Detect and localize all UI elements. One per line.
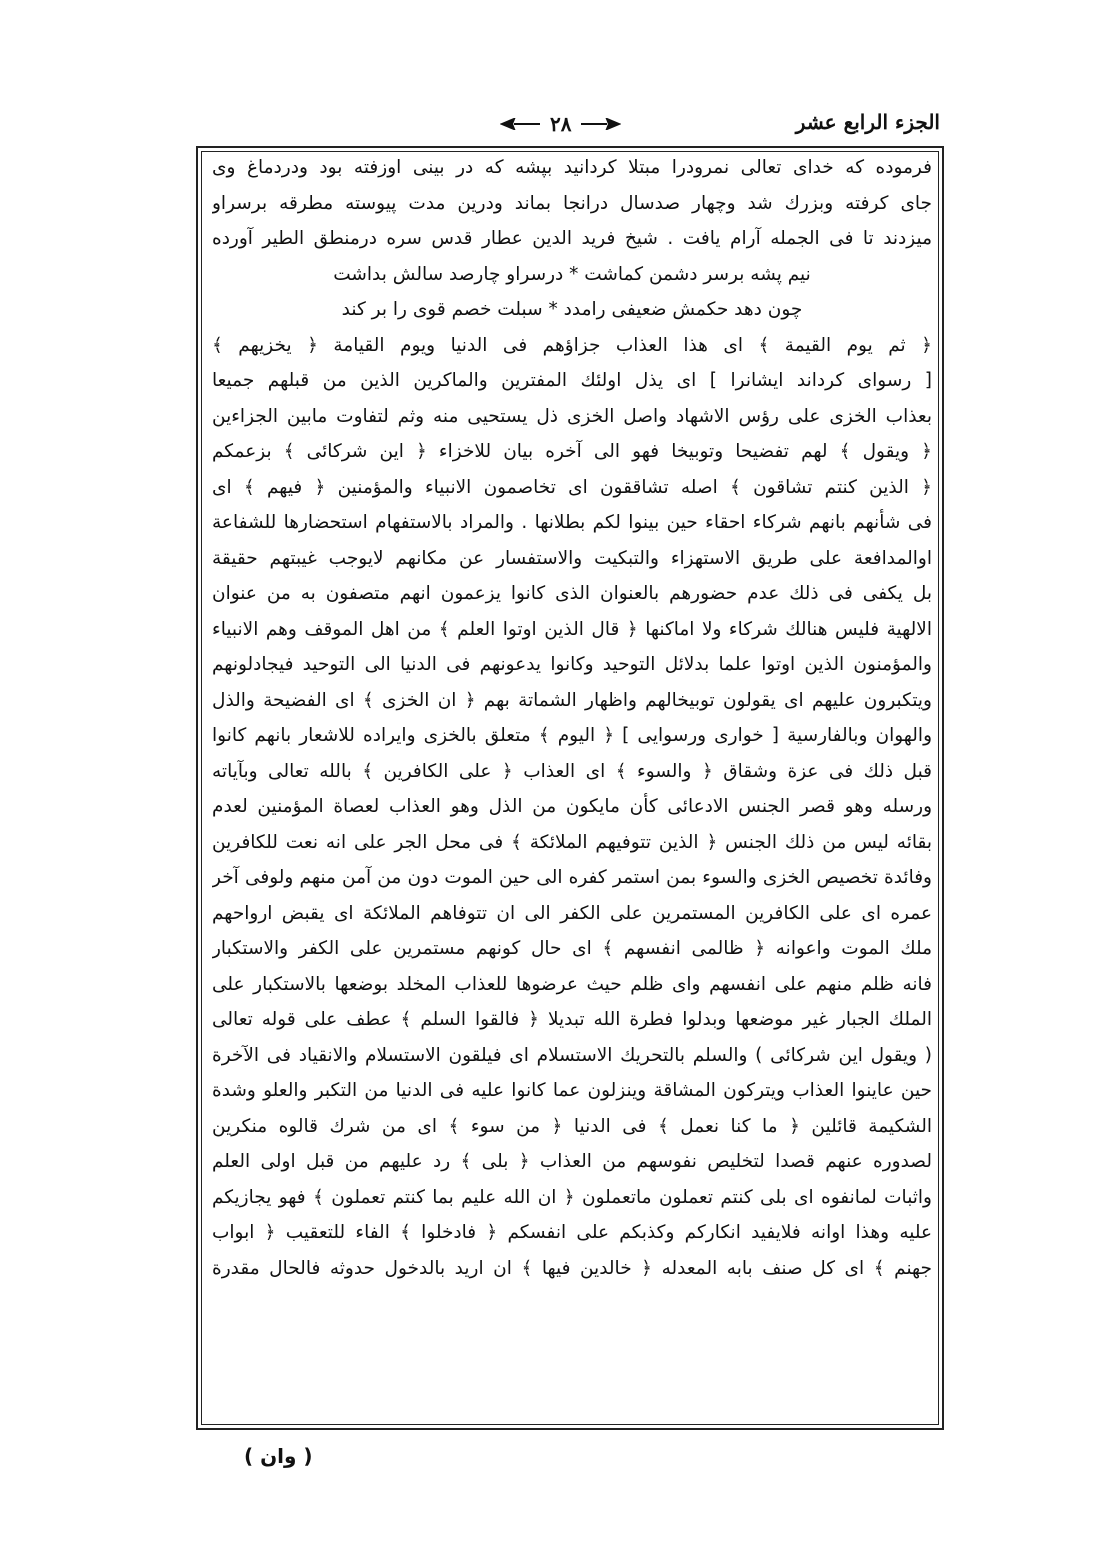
catchword: ( وان ) [244, 1444, 313, 1468]
text-line: عمره اى على الكافرين المستمرين على الكفر الى ان تتوفاهم الملائكة اى يقبض ارواحهم [212, 902, 932, 924]
text-line: لصدوره عنهم قصدا لتخليص نفوسهم من العذاب ﴿ بلى ﴾ رد عليهم من قبل اولى العلم [212, 1151, 932, 1172]
text-line: والمؤمنون الذين اوتوا علما بدلائل التوحيد وكانوا يدعونهم فى الدنيا الى التوحيد فيجادلونهم [212, 654, 932, 675]
left-ornament-icon [500, 118, 542, 130]
text-line: ﴿ الذين كنتم تشاقون ﴾ اصله تشاققون اى تخاصمون الانبياء والمؤمنين ﴿ فيهم ﴾ اى [212, 476, 932, 498]
text-line: بعذاب الخزى على رؤس الاشهاد واصل الخزى ذل يستحيى منه وثم لتفاوت مابين الجزاءين [212, 405, 932, 427]
text-line: ويتكبرون عليهم اى يقولون توبيخالهم واظهار الشماتة بهم ﴿ ان الخزى ﴾ اى الفضيحة والذل [212, 689, 932, 711]
text-line: فانه ظلم منهم على انفسهم واى ظلم حيث عرضوها للعذاب المخلد بوضعها بالاستكبار على [212, 973, 932, 995]
text-line: الشكيمة قائلين ﴿ ما كنا نعمل ﴾ فى الدنيا ﴿ من سوء ﴾ اى من شرك قالوه منكرين [212, 1115, 932, 1137]
text-line: ﴿ ويقول ﴾ لهم تفضيحا وتوبيخا فهو الى آخره بيان للاخزاء ﴿ اين شركائى ﴾ بزعمكم [212, 441, 932, 462]
text-line: واثبات لمانفوه اى بلى كنتم تعملون ماتعملون ﴿ ان الله عليم بما كنتم تعملون ﴾ فهو يجازيكم [212, 1186, 932, 1208]
page-number-block [500, 112, 621, 136]
verse-line: چون دهد حكمش ضعيفى رامدد * سبلت خصم قوى را بر كند [341, 299, 803, 320]
text-line: وفائدة تخصيص الخزى والسوء بمن استمر كفره الى حين الموت دون من آمن منهم ولوفى آخر [212, 867, 932, 888]
text-line: بل يكفى فى ذلك عدم حضورهم بالعنوان الذى كانوا يزعمون انهم متصفون به من عنوان [212, 583, 932, 604]
text-line: حين عاينوا العذاب ويتركون المشاقة وينزلون عما كانوا عليه فى الدنيا من التكبر والعلو وشدة [212, 1080, 932, 1101]
text-line: فى شأنهم بانهم شركاء احقاء حين بينوا لكم بطلانها . والمراد بالاستفهام استحضارها للشفاعة [212, 512, 932, 533]
text-line: والهوان وبالفارسية [ خوارى ورسوايى ] ﴿ اليوم ﴾ متعلق بالخزى وايراده للاشعار بانهم كانوا [212, 725, 932, 746]
text-line: ﴿ ثم يوم القيمة ﴾ اى هذا العذاب جزاؤهم فى الدنيا ويوم القيامة ﴿ يخزيهم ﴾ [212, 334, 932, 356]
text-line: عليه وهذا اوانه فلايفيد انكاركم وكذبكم على انفسكم ﴿ فادخلوا ﴾ الفاء للتعقيب ﴿ ابواب [212, 1222, 932, 1243]
text-line: جهنم ﴾ اى كل صنف بابه المعدله ﴿ خالدين فيها ﴾ ان اريد بالدخول حدوثه فالحال مقدرة [212, 1257, 932, 1279]
page-number: ٢٨ [550, 112, 572, 136]
page-header [160, 110, 940, 146]
text-line: ( ويقول اين شركائى ) والسلم بالتحريك الاستسلام اى فيلقون الاستسلام والانقياد فى الآخرة [212, 1044, 932, 1066]
text-line: الملك الجبار غير موضعها وبدلوا فطرة الله تبديلا ﴿ فالقوا السلم ﴾ عطف على قوله تعالى [212, 1009, 932, 1030]
running-title: الجزء الرابع عشر [795, 110, 940, 134]
text-line: الالهية فليس هنالك شركاء ولا اماكنها ﴿ قال الذين اوتوا العلم ﴾ من اهل الموقف وهم الانبياء [212, 618, 932, 640]
text-line: اوالمدافعة على طريق الاستهزاء والتبكيت والاستفسار عن مكانهم لايوجب غيبتهم حقيقة [212, 547, 932, 569]
text-line: ورسله وهو قصر الجنس الادعائى كأن مايكون من الذل وهو العذاب لعصاة المؤمنين لعدم [212, 796, 932, 817]
text-line: قبل ذلك فى عزة وشقاق ﴿ والسوء ﴾ اى العذاب ﴿ على الكافرين ﴾ بالله تعالى وبآياته [212, 760, 932, 782]
text-line: ميزدند تا فى الجمله آرام يافت . شيخ فريد الدين عطار قدس سره درمنطق الطير آورده [212, 228, 932, 249]
text-line: جاى كرفته وبزرك شد وچهار صدسال درانجا بماند ودرين مدت پيوسته مطرقه برسراو [212, 192, 932, 214]
text-line: بقائه ليس من ذلك الجنس ﴿ الذين تتوفيهم الملائكة ﴾ فى محل الجر على انه نعت للكافرين [212, 831, 932, 853]
text-line: ملك الموت واعوانه ﴿ ظالمى انفسهم ﴾ اى حال كونهم مستمرين على الكفر والاستكبار [212, 938, 932, 959]
text-line: فرموده كه خداى تعالى نمرودرا مبتلا كردانيد بپشه كه در بينى اوزفته بود ودردماغ وى [212, 157, 932, 178]
verse-line: نيم پشه برسر دشمن كماشت * درسراو چارصد سالش بداشت [333, 263, 811, 285]
body-text [212, 150, 932, 1286]
text-line: [ رسواى كرداند ايشانرا ] اى يذل اولئك المفترين والماكرين الذين من قبلهم جميعا [212, 370, 932, 391]
right-ornament-icon [579, 118, 621, 130]
